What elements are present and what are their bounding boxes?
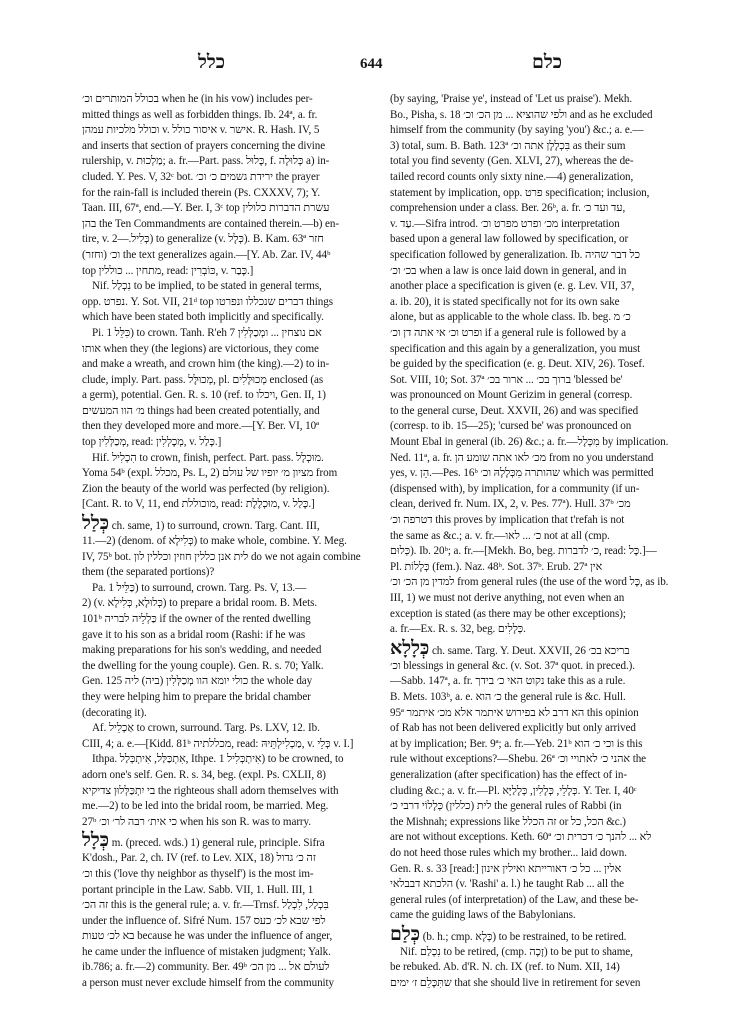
line-text: adorn one's self. Gen. R. s. 34, beg. (expl. Ps. CXLII, 8): [82, 768, 326, 781]
text-line: [390, 123, 690, 139]
line-text: they were helping him to prepare the bridal chamber: [82, 690, 311, 703]
line-text: comprehension under a class. Ber. 26ᵇ, a. fr. עד ועד כ׳,: [390, 202, 626, 215]
line-text: 2) (v. כְּלוּלָא, כְּלִילָא) to prepare a bridal room. B. Mets.: [82, 597, 318, 610]
text-line: [82, 357, 382, 373]
line-text: Sot. VIII, 10; Sot. 37ª ברוך בכ׳ ... ארור בכ׳ 'blessed be': [390, 373, 623, 386]
line-text: 27ᵇ כי אית׳ רבה לר׳ וכ׳ when his son R. was to marry.: [82, 815, 311, 828]
line-text: rulership, v. מַלְכוּת; a. fr.—Part. pass. כָּלוּל, f. כְּלוּלָה a) in-: [82, 155, 330, 168]
line-text: (by saying, 'Praise ye', instead of 'Let us praise'). Mekh.: [390, 93, 633, 105]
text-line: [82, 264, 382, 280]
line-text: Nif. נִכְלַם to be retired, (cmp. זָכָה) to be put to shame,: [400, 945, 633, 958]
line-text: וכ׳ this ('love thy neighbor as thyself') is the most im-: [82, 867, 314, 880]
text-line: [82, 342, 382, 358]
line-text: זה הכ׳ this is the general rule; a. v. fr.—Trnsf. בִּכְלַל, לִכְלַל: [82, 899, 329, 912]
line-text: Ned. 11ª, a. fr. מכ׳ לאו אתה שומע הן from no you understand: [390, 451, 654, 464]
line-text: וכולל מלכיות עמהן v. איסור כולל v. אישר. R. Hash. IV, 5: [82, 124, 320, 137]
line-text: ch. same, 1) to surround, crown. Targ. Cant. III,: [109, 520, 320, 533]
text-line: [390, 674, 690, 690]
line-text: at by implication; Ber. 9ª; a. fr.—Yeb. 21ᵇ וכי כ׳ הוא is this: [390, 737, 643, 750]
line-text: another place a specification is given (e. g. Lev. VII, 37,: [390, 280, 635, 293]
text-line: [390, 877, 690, 893]
line-text: the Mishnah; expressions like זה הכלל or הכל, כל &c.): [390, 815, 626, 828]
text-line: [390, 92, 690, 108]
text-line: [390, 544, 690, 560]
text-line: [390, 690, 690, 706]
text-line: [390, 232, 690, 248]
line-text: alone, but as applicable to the whole class. Ib. beg. כ׳ מ: [390, 311, 631, 324]
line-text: Zion the beauty of the world was perfected (by religion).: [82, 482, 330, 495]
text-line: [390, 279, 690, 295]
line-text: total you find seventy (Gen. XLVI, 27), whereas the de-: [390, 155, 634, 168]
line-text: gave it to his son as a bridal room (Rashi: if he was: [82, 628, 306, 641]
line-text: general rules (of interpretation) of the Law, and these be-: [390, 893, 639, 906]
line-text: which have been stated both implicitly and specifically.: [82, 311, 324, 324]
text-line: [390, 248, 690, 264]
line-text: do not heed those rules which my brother... laid down.: [390, 846, 627, 859]
text-line: [82, 784, 382, 800]
line-text: specification followed by generalization. Ib. כל דבר שהיה: [390, 248, 640, 261]
line-text: tire, v. כְּלִיל.—2) to generalize (v. כְּלָל). B. Kam. 63ª חזר: [82, 233, 324, 246]
text-line: [390, 752, 690, 768]
text-line: [390, 862, 690, 878]
text-line: [390, 960, 690, 976]
text-line: [390, 466, 690, 482]
text-line: [390, 139, 690, 155]
line-text: cluding &c.; a. v. fr.—Pl. כְּלָלֵי, כְּלָלִין, כְּלָלַיָּא. Y. Ter. I, 40ᶜ: [390, 784, 637, 797]
text-line: [82, 534, 382, 550]
text-line: [390, 310, 690, 326]
line-text: בהן the Ten Commandments are contained therein.—b) en-: [82, 217, 339, 230]
text-line: [82, 752, 382, 768]
text-line: [390, 768, 690, 784]
line-text: then they developed more and more.—[Y. Ber. VI, 10ª: [82, 420, 320, 433]
text-line: [82, 659, 382, 675]
line-text: B. Mets. 103ᵇ, a. e. כ׳ הוא the general rule is &c. Hull.: [390, 690, 626, 703]
page-number: 644: [360, 56, 383, 72]
line-text: me.—2) to be led into the bridal room, be married. Meg.: [82, 800, 329, 813]
line-text: specification and this again by a generalization, you must: [390, 342, 641, 355]
text-line: [390, 799, 690, 815]
text-line: [82, 550, 382, 566]
text-line: [82, 851, 382, 867]
entry-headword: כְּלַם: [390, 923, 421, 945]
line-text: he came under the influence of mistaken judgment; Yalk.: [82, 945, 331, 958]
text-line: [82, 108, 382, 124]
line-text: opp. נפרט. Y. Sot. VII, 21ᵈ top דברים שנכללו ונפרטו things: [82, 295, 333, 308]
text-line: [82, 435, 382, 451]
line-text: Pl. כְּלָלוֹת (fem.). Naz. 48ᵇ. Sot. 37ᵇ. Erub. 27ª אין: [390, 560, 603, 573]
line-text: clude, imply. Part. pass. מְכוּלָּל, pl. מְכוּלָּלִים enclosed (as: [82, 373, 324, 386]
text-line: [82, 232, 382, 248]
text-line: [390, 419, 690, 435]
text-line: [390, 295, 690, 311]
text-line: [82, 482, 382, 498]
text-line: [82, 768, 382, 784]
line-text: be rebuked. Ab. d'R. N. ch. IX (ref. to Num. XII, 14): [390, 961, 620, 974]
text-line: [390, 575, 690, 591]
line-text: tailed record counts only sixty nine.—4) generalization,: [390, 170, 634, 183]
text-line: [82, 976, 382, 992]
line-text: (corresp. to ib. 15—25); 'cursed be' was pronounced on: [390, 420, 632, 433]
line-text: בא לכ׳ טעות because he was under the influence of anger,: [82, 930, 333, 943]
text-line: [390, 482, 690, 498]
text-line: [390, 846, 690, 862]
text-line: [82, 279, 382, 295]
line-text: are not without exceptions. Keth. 60ª לא ... להנך כ׳ דכרית וכ׳: [390, 831, 652, 844]
running-head-left: כלל: [198, 52, 226, 73]
text-line: [82, 217, 382, 233]
line-text: generalization (after specification) has the effect of in-: [390, 768, 627, 781]
text-line: [390, 388, 690, 404]
text-line: [82, 883, 382, 899]
line-text: IV, 75ᵇ bot. לית אנן כללין חוזין וכללין לון do we not again combine: [82, 550, 361, 563]
text-line: [82, 612, 382, 628]
line-text: K'dosh., Par. 2, ch. IV (ref. to Lev. XIX, 18) זה כ׳ גדול: [82, 852, 316, 865]
line-text: Pa. כַּלֵּיל 1) to surround, crown. Targ. Ps. V, 13.—: [92, 581, 307, 594]
line-text: III, 1) we must not derive anything, not even when an: [390, 592, 625, 604]
text-line: [390, 721, 690, 737]
line-text: (decorating it).: [82, 706, 147, 719]
text-line: [390, 924, 690, 945]
line-text: אותו when they (the legions) are victorious, they come: [82, 342, 319, 355]
text-line: [390, 815, 690, 831]
text-line: [390, 945, 690, 961]
line-text: the same as &c.; a. v. fr.—כ׳ ... לאו not at all (cmp.: [390, 529, 610, 542]
line-text: שתִּכָּלֵם ז׳ ימים that she should live in retirement for seven: [390, 977, 641, 990]
text-line: [390, 638, 690, 659]
text-line: [390, 529, 690, 545]
text-line: [82, 596, 382, 612]
line-text: to the general curse, Deut. XXVII, 26) and was specified: [390, 404, 639, 417]
line-text: (b. h.; cmp. כְּלָא) to be restrained, to be retired.: [420, 930, 627, 943]
line-text: כְּלוּם). Ib. 20ᵇ; a. fr.—[Mekh. Bo, beg. כ׳ לדברות, read: כָּל.]—: [390, 545, 657, 558]
line-text: himself from the community (by saying 'you') &c.; a. e.—: [390, 124, 644, 137]
text-line: [82, 737, 382, 753]
text-line: [390, 830, 690, 846]
line-text: Yoma 54ᵇ (expl. מכלל, Ps. L, 2) מציון מ׳ יופיו של עולם from: [82, 467, 338, 480]
text-line: [82, 565, 382, 581]
right-column: [390, 92, 690, 992]
text-line: [82, 674, 382, 690]
text-line: [82, 945, 382, 961]
text-line: [390, 373, 690, 389]
line-text: ib.786; a. fr.—2) community. Ber. 49ᵇ לעולם אל ... מן הכ׳: [82, 961, 330, 974]
line-text: ופרט וכ׳ אי אתה דן וכ׳ if a general rule is followed by a: [390, 326, 626, 339]
line-text: came the guiding laws of the Babylonians.: [390, 909, 576, 922]
text-line: [390, 908, 690, 924]
line-text: Hif. הִכְלִיל to crown, finish, perfect. Part. pass. מוּכְלָל.: [92, 451, 324, 464]
entry-headword: כְּלַל: [82, 513, 110, 535]
text-line: [390, 591, 690, 607]
line-text: clean, derived fr. Num. IX, 2, v. Pes. 77ª). Hull. 37ᵇ מכ׳: [390, 498, 631, 511]
line-text: the dwelling for the young couple). Gen. R. s. 70; Yalk.: [82, 659, 324, 672]
text-line: [390, 108, 690, 124]
text-line: [390, 154, 690, 170]
text-line: [82, 248, 382, 264]
text-line: [390, 706, 690, 722]
line-text: —Sabb. 147ª, a. fr. נקוט האי כ׳ בידך take this as a rule.: [390, 675, 626, 688]
line-text: statement by implication, opp. פרט specification; inclusion,: [390, 186, 650, 199]
text-line: [82, 960, 382, 976]
text-line: [82, 898, 382, 914]
line-text: Pi. כִּלֵּל 1) to crown. Tanh. R'eh 7 אם נוצחין ... ומְכַלְּלִין: [92, 326, 322, 339]
line-text: Bo., Pisha, s. 18 ולפי שהוציא ... מן הכ׳ וכ׳ and as he excluded: [390, 108, 653, 121]
line-text: a. ib. 20), it is stated specifically not for its own sake: [390, 295, 620, 308]
text-line: [390, 342, 690, 358]
line-text: a. fr.—Ex. R. s. 32, beg. כְּלָלִים.: [390, 623, 526, 636]
line-text: top מתחין ... כוללין, read: כּוֹבְרִין, v. כָּבַר.]: [82, 264, 254, 277]
line-text: 3) total, sum. B. Bath. 123ª בִּכְלָלָן אתה וכ׳ as their sum: [390, 139, 626, 152]
line-text: וכ׳ blessings in general &c. (v. Sot. 37ª quot. in preced.).: [390, 659, 635, 672]
line-text: בכ׳ וכ׳ when a law is once laid down in general, and in: [390, 264, 627, 277]
text-line: [390, 201, 690, 217]
line-text: למדין מן הכ׳ וכ׳ from general rules (the use of the word כָּל, as ib.: [390, 576, 669, 589]
text-line: [390, 217, 690, 233]
text-line: [82, 92, 382, 108]
text-line: [82, 628, 382, 644]
text-line: [390, 497, 690, 513]
line-text: a person must never exclude himself from the community: [82, 977, 335, 990]
text-line: [390, 170, 690, 186]
text-line: [82, 513, 382, 534]
text-line: [82, 123, 382, 139]
text-line: [82, 186, 382, 202]
line-text: portant principle in the Law. Sabb. VII, 1. Hull. III, 1: [82, 883, 314, 896]
line-text: cluded. Y. Pes. V, 32ᶜ bot. ירידת גשמים כ׳ וכ׳ the prayer: [82, 170, 320, 183]
line-text: הלכתא דבבלאי (v. 'Rashi' a. l.) he taught Rab ... all the: [390, 878, 624, 891]
text-line: [390, 435, 690, 451]
line-text: them (the separated portions)?: [82, 566, 215, 579]
line-text: דטרפה וכ׳ this proves by implication that t'refah is not: [390, 514, 625, 527]
line-text: m. (preced. wds.) 1) general rule, principle. Sifra: [109, 837, 325, 850]
line-text: בכולל המותרים וכ׳ when he (in his vow) includes per-: [82, 93, 313, 105]
running-head-right: כלם: [532, 52, 563, 73]
text-line: [82, 404, 382, 420]
text-line: [82, 581, 382, 597]
text-line: [390, 326, 690, 342]
line-text: under the influence of. Sifré Num. 157 לפי שבא לכ׳ כעס: [82, 914, 326, 927]
text-line: [82, 373, 382, 389]
text-line: [82, 295, 382, 311]
text-line: [82, 310, 382, 326]
text-line: [82, 419, 382, 435]
text-line: [82, 643, 382, 659]
line-text: בי יִתְכַּלְּלוּן צדיקיא the righteous shall adorn themselves with: [82, 784, 339, 797]
entry-headword: כְּלָל: [82, 830, 110, 852]
text-line: [82, 201, 382, 217]
text-line: [390, 976, 690, 992]
line-text: yes, v. הֵן.—Pes. 16ᵇ שהותרה מִכְּלָלָהּ וכ׳ which was permitted: [390, 467, 654, 480]
line-text: Af. אַכְלֵיל to crown, surround. Targ. Ps. LXV, 12. Ib.: [92, 722, 320, 735]
text-line: [82, 154, 382, 170]
line-text: (dispensed with), by implication, for a community (if un-: [390, 482, 640, 495]
text-line: [390, 893, 690, 909]
text-line: [390, 404, 690, 420]
text-line: [82, 929, 382, 945]
line-text: 101ᵇ כַּלְלֵיה לבריה if the owner of the rented dwelling: [82, 613, 311, 625]
line-text: 11.—2) (denom. of כְּלִילָא) to make whole, combine. Y. Meg.: [82, 535, 347, 548]
text-line: [82, 497, 382, 513]
text-line: [82, 706, 382, 722]
line-text: מ׳ הוו המעשים things had been created potentially, and: [82, 404, 320, 417]
line-text: Nif. נִכְלַל to be implied, to be stated in general terms,: [92, 280, 322, 293]
line-text: v. עַד.—Sifra introd. מכ׳ ופרט מפרט וכ׳ interpretation: [390, 217, 620, 230]
text-line: [82, 690, 382, 706]
text-line: [82, 139, 382, 155]
left-column: [82, 92, 382, 992]
text-line: [390, 186, 690, 202]
text-line: [82, 388, 382, 404]
text-line: [82, 799, 382, 815]
text-line: [390, 513, 690, 529]
line-text: and inserts that section of prayers concerning the divine: [82, 139, 326, 152]
line-text: exception is stated (as there may be other exceptions);: [390, 607, 626, 620]
text-line: [390, 451, 690, 467]
line-text: ch. same. Targ. Y. Deut. XXVII, 26 בריכא בכ׳: [429, 644, 630, 657]
line-text: making preparations for his son's wedding, and needed: [82, 644, 322, 657]
line-text: (וחזר) וכ׳ the text generalizes again.—[Y. Ab. Zar. IV, 44ᵇ: [82, 248, 331, 261]
line-text: Ithpa. אִתְכַּלַּל, אִיתְכְּלַל, Ithpe. אִיתְכְּלִיל 1) to be crowned, to: [92, 753, 344, 766]
text-line: [82, 326, 382, 342]
line-text: rule without exceptions?—Shebu. 26ª אהני כ׳ לאתויי וכ׳ the: [390, 753, 647, 766]
text-line: [390, 659, 690, 675]
text-line: [82, 830, 382, 851]
text-line: [82, 451, 382, 467]
text-line: [390, 357, 690, 373]
text-line: [82, 170, 382, 186]
text-line: [390, 737, 690, 753]
line-text: based upon a general law followed by specification, or: [390, 233, 629, 246]
text-line: [390, 622, 690, 638]
text-line: [390, 560, 690, 576]
text-line: [390, 607, 690, 623]
line-text: [Cant. R. to V, 11, end מוכוללת, read: מוּכְלֶלֶת, v. כָּלַל.]: [82, 498, 315, 511]
text-line: [82, 914, 382, 930]
text-line: [82, 466, 382, 482]
line-text: for the rain-fall is included therein (Ps. CXXXV, 7); Y.: [82, 186, 321, 199]
line-text: לית (כללין) כְּלָלוֹי דרבי כ׳ the general rules of Rabbi (in: [390, 800, 622, 813]
text-line: [390, 784, 690, 800]
line-text: was pronounced on Mount Gerizim in general (corresp.: [390, 389, 633, 402]
line-text: Taan. III, 67ª, end.—Y. Ber. I, 3ᶜ top עשרת הדברות כלולין: [82, 202, 330, 215]
line-text: Gen. R. s. 33 [read:] אלין ... כל כ׳ דאורייתא ואילין אינון: [390, 862, 622, 875]
line-text: CIII, 4; a. e.—[Kidd. 81ᵇ מכללתיה, read: מַכְלִילְתֵּיהּ, v. כְּלֵי v. I.]: [82, 737, 354, 750]
line-text: Mount Ebal in general (ib. 26) &c.; a. fr.—מִכְּלָל by implication.: [390, 436, 669, 449]
line-text: top מְכַלְּלִין, read: מְכָלְלִין, v. כָּלַל.]: [82, 436, 222, 449]
line-text: and make a wreath, and crown him (the king).—2) to in-: [82, 358, 330, 371]
line-text: be guided by the specification (e. g. Deut. XIV, 26). Tosef.: [390, 358, 645, 371]
text-line: [82, 721, 382, 737]
line-text: a germ), potential. Gen. R. s. 10 (ref. to ויכלו, Gen. II, 1): [82, 389, 326, 402]
text-line: [82, 815, 382, 831]
line-text: of Rab has not been delivered explicitly but only arrived: [390, 722, 636, 735]
text-line: [82, 867, 382, 883]
text-line: [390, 264, 690, 280]
line-text: mitted things as well as forbidden things. Ib. 24ª, a. fr.: [82, 108, 318, 121]
entry-headword: כְּלָלָא: [390, 637, 430, 659]
line-text: Gen. 125 כולי יומא הוו מְכַלְּלִין (ביה) ליה the whole day: [82, 675, 313, 688]
line-text: 95ª הא דרב לא בפירוש איתמר אלא מכ׳ איתמר this opinion: [390, 706, 639, 719]
